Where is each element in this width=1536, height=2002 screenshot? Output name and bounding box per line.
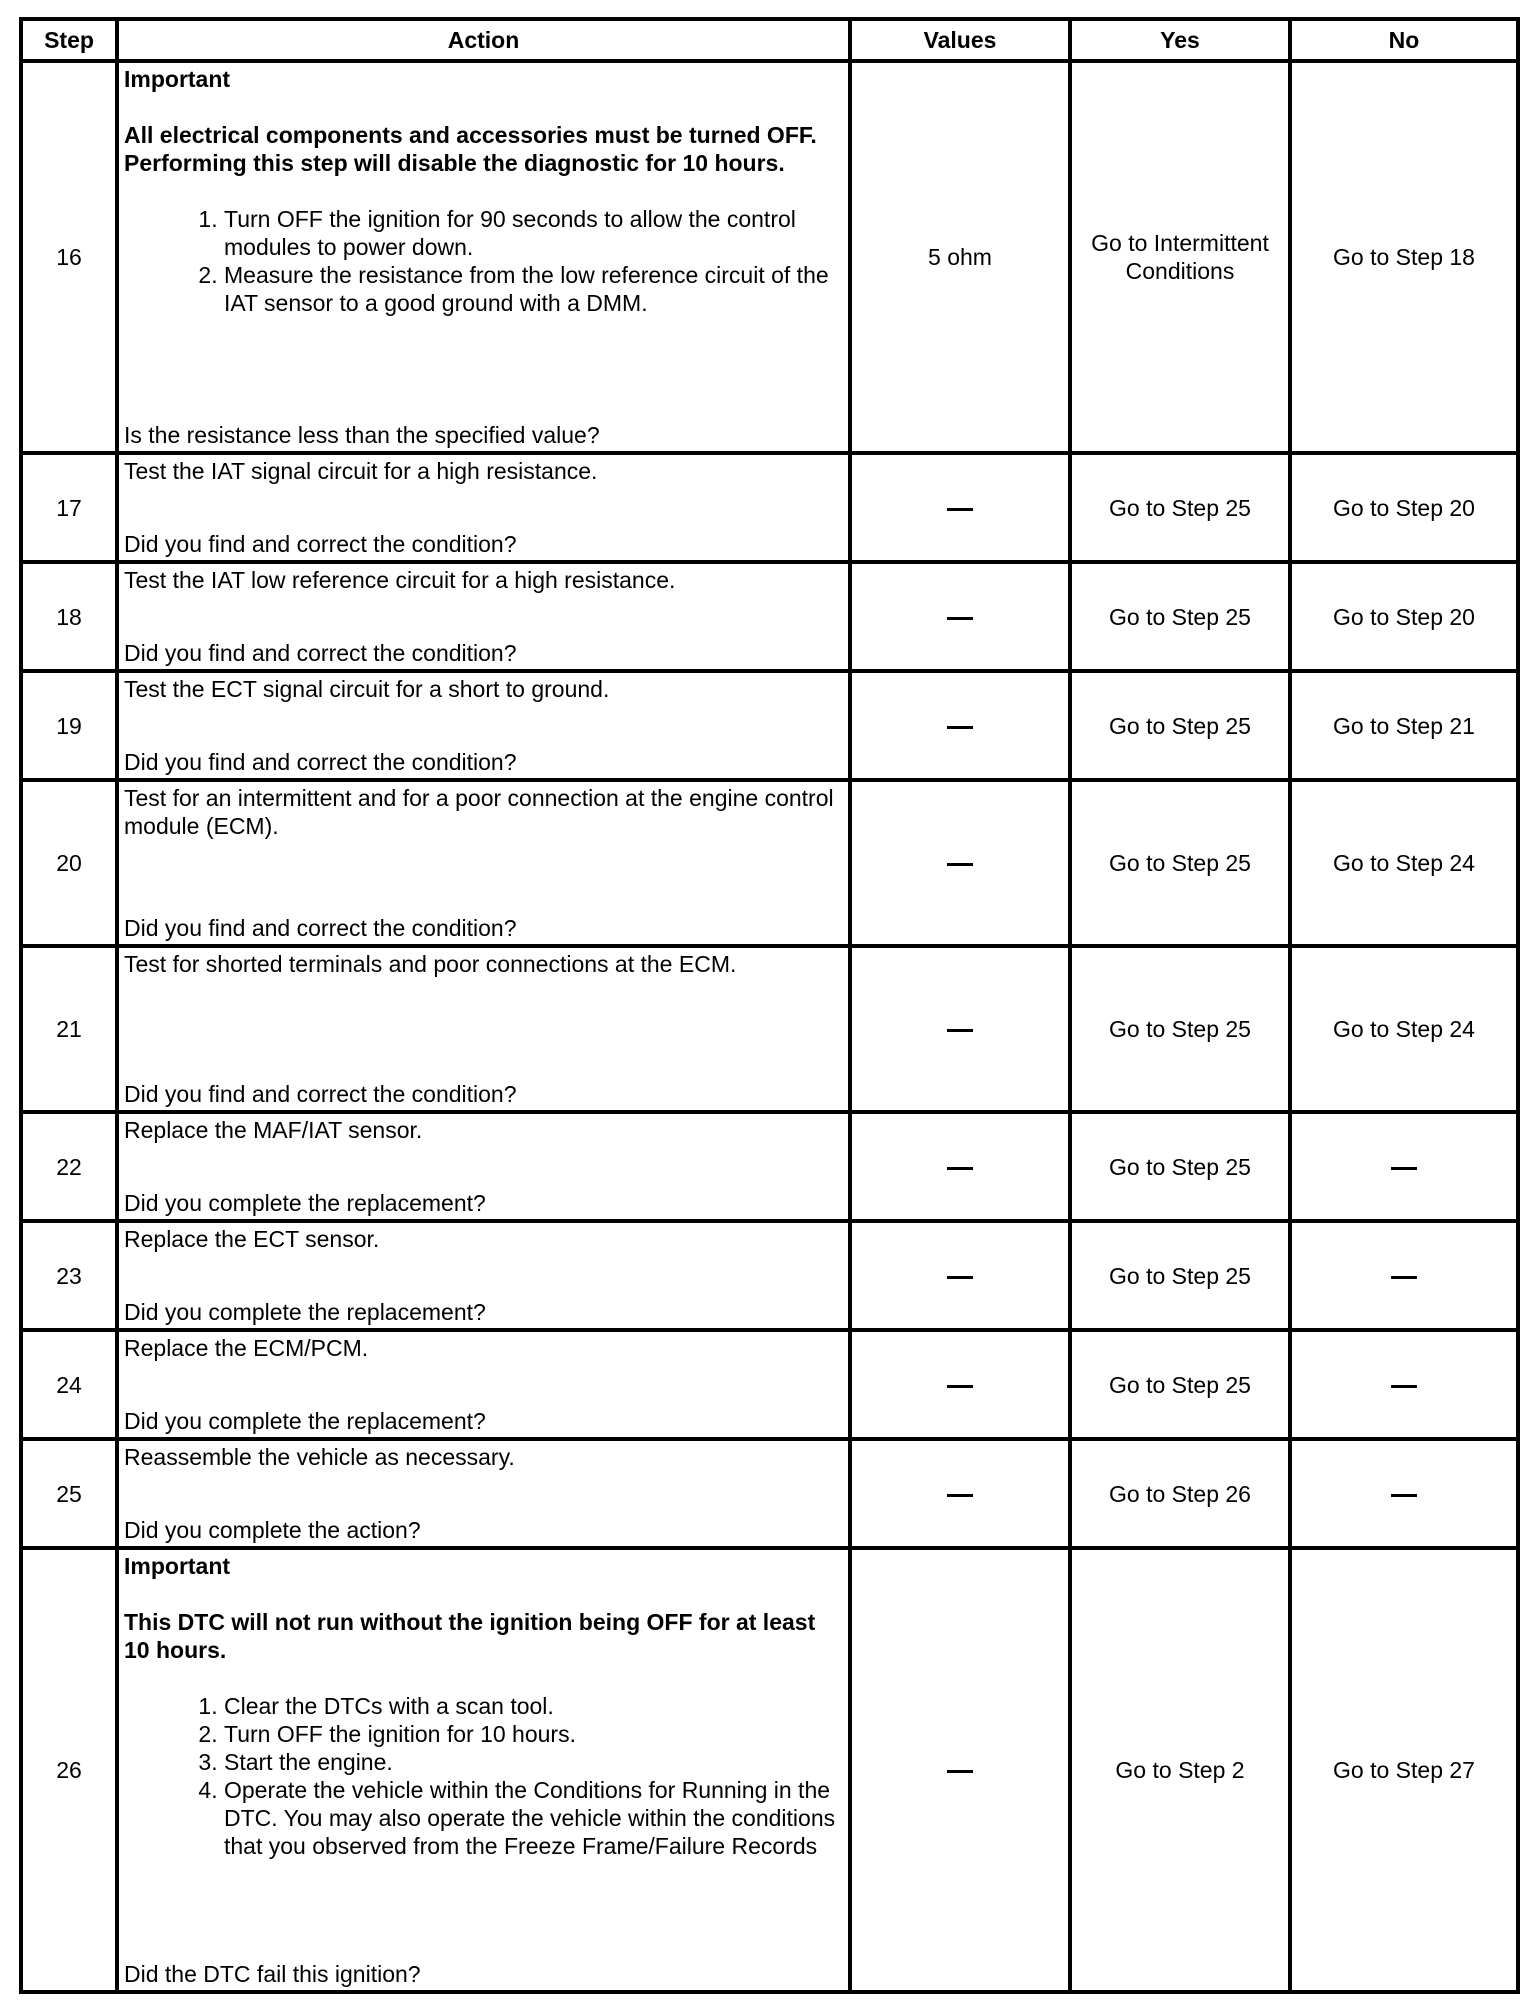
yes-cell: Go to Step 26 <box>1070 1439 1290 1548</box>
list-item: 2. Turn OFF the ignition for 10 hours. <box>224 1720 842 1748</box>
table-row-step-19 <box>21 671 1518 780</box>
dash-mark <box>947 863 973 866</box>
yes-cell: Go to Step 25 <box>1070 780 1290 946</box>
step-number: 18 <box>21 562 117 671</box>
action-question: Did you find and correct the condition? <box>124 640 517 666</box>
value-cell <box>850 1112 1070 1221</box>
dash-mark <box>947 1385 973 1388</box>
step-number: 21 <box>21 946 117 1112</box>
no-cell <box>1290 1112 1518 1221</box>
yes-cell: Go to Step 25 <box>1070 453 1290 562</box>
step-number: 16 <box>21 61 117 453</box>
action-question: Did you find and correct the condition? <box>124 1081 517 1107</box>
no-cell: Go to Step 24 <box>1290 780 1518 946</box>
step-number: 26 <box>21 1548 117 1992</box>
procedure-list <box>124 205 842 317</box>
step-number: 24 <box>21 1330 117 1439</box>
action-question: Did you complete the action? <box>124 1517 421 1543</box>
important-text: This DTC will not run without the ignition being OFF for at least 10 hours. <box>124 1609 816 1663</box>
header-row <box>21 19 1518 61</box>
dash-mark <box>1391 1385 1417 1388</box>
step-number: 19 <box>21 671 117 780</box>
dash-mark <box>1391 1494 1417 1497</box>
no-cell: Go to Step 20 <box>1290 562 1518 671</box>
dash-mark <box>947 617 973 620</box>
table-row-step-21 <box>21 946 1518 1112</box>
action-text: Test for an intermittent and for a poor connection at the engine control module (ECM). <box>124 785 834 839</box>
no-cell: Go to Step 27 <box>1290 1548 1518 1992</box>
dash-mark <box>1391 1167 1417 1170</box>
action-question: Did you find and correct the condition? <box>124 915 517 941</box>
no-cell: Go to Step 20 <box>1290 453 1518 562</box>
value-cell <box>850 1548 1070 1992</box>
dash-mark <box>947 508 973 511</box>
action-question: Did you complete the replacement? <box>124 1299 486 1325</box>
step-number: 22 <box>21 1112 117 1221</box>
action-text: Replace the MAF/IAT sensor. <box>124 1117 423 1143</box>
list-item: 2. Measure the resistance from the low reference circuit of the IAT sensor to a good ground with a DMM. <box>224 261 842 317</box>
dash-mark <box>947 1167 973 1170</box>
step-number: 20 <box>21 780 117 946</box>
no-cell <box>1290 1221 1518 1330</box>
list-item: 3. Start the engine. <box>224 1748 842 1776</box>
value-cell <box>850 1439 1070 1548</box>
table-row-step-22 <box>21 1112 1518 1221</box>
value-cell <box>850 562 1070 671</box>
action-text: Test for shorted terminals and poor connections at the ECM. <box>124 951 737 977</box>
value-cell <box>850 1330 1070 1439</box>
header-yes: Yes <box>1070 19 1290 61</box>
value-cell: 5 ohm <box>850 61 1070 453</box>
value-cell <box>850 1221 1070 1330</box>
table-row-step-24 <box>21 1330 1518 1439</box>
table-row-step-17 <box>21 453 1518 562</box>
action-cell <box>117 562 850 671</box>
action-cell <box>117 1112 850 1221</box>
header-step: Step <box>21 19 117 61</box>
important-title: Important <box>124 1553 231 1579</box>
no-cell: Go to Step 18 <box>1290 61 1518 453</box>
dash-mark <box>947 1494 973 1497</box>
action-question: Did you find and correct the condition? <box>124 531 517 557</box>
table-row-step-25 <box>21 1439 1518 1548</box>
action-text: Replace the ECT sensor. <box>124 1226 380 1252</box>
list-item: 1. Clear the DTCs with a scan tool. <box>224 1692 842 1720</box>
no-cell: Go to Step 21 <box>1290 671 1518 780</box>
table-row-step-18 <box>21 562 1518 671</box>
yes-cell: Go to Step 25 <box>1070 562 1290 671</box>
important-text: All electrical components and accessories must be turned OFF. Performing this step will disable the diagnostic for 10 hours. <box>124 122 817 176</box>
action-cell <box>117 1221 850 1330</box>
action-cell <box>117 1330 850 1439</box>
action-question: Is the resistance less than the specified value? <box>124 422 600 448</box>
step-number: 25 <box>21 1439 117 1548</box>
table-row-step-16 <box>21 61 1518 453</box>
step-number: 23 <box>21 1221 117 1330</box>
header-action: Action <box>117 19 850 61</box>
action-cell <box>117 1548 850 1992</box>
value-cell <box>850 780 1070 946</box>
list-item: 4. Operate the vehicle within the Conditions for Running in the DTC. You may also operate the vehicle within the conditions that you observed from the Freeze Frame/Failure Records <box>224 1776 842 1860</box>
header-no: No <box>1290 19 1518 61</box>
no-cell: Go to Step 24 <box>1290 946 1518 1112</box>
dash-mark <box>1391 1276 1417 1279</box>
yes-cell: Go to Intermittent Conditions <box>1070 61 1290 453</box>
action-question: Did you complete the replacement? <box>124 1408 486 1434</box>
no-cell <box>1290 1330 1518 1439</box>
action-text: Replace the ECM/PCM. <box>124 1335 369 1361</box>
action-text: Reassemble the vehicle as necessary. <box>124 1444 515 1470</box>
action-text: Test the IAT low reference circuit for a high resistance. <box>124 567 676 593</box>
value-cell <box>850 946 1070 1112</box>
dash-mark <box>947 1276 973 1279</box>
diagnostic-table <box>19 17 1520 1994</box>
yes-cell: Go to Step 25 <box>1070 671 1290 780</box>
value-cell <box>850 671 1070 780</box>
step-number: 17 <box>21 453 117 562</box>
yes-cell: Go to Step 25 <box>1070 1112 1290 1221</box>
action-question: Did the DTC fail this ignition? <box>124 1961 421 1987</box>
action-cell <box>117 946 850 1112</box>
table-row-step-26 <box>21 1548 1518 1992</box>
action-cell <box>117 453 850 562</box>
dash-mark <box>947 1029 973 1032</box>
action-text: Test the ECT signal circuit for a short to ground. <box>124 676 610 702</box>
procedure-list <box>124 1692 842 1860</box>
action-cell <box>117 671 850 780</box>
no-cell <box>1290 1439 1518 1548</box>
action-cell <box>117 61 850 453</box>
value-cell <box>850 453 1070 562</box>
yes-cell: Go to Step 2 <box>1070 1548 1290 1992</box>
yes-cell: Go to Step 25 <box>1070 1330 1290 1439</box>
list-item: 1. Turn OFF the ignition for 90 seconds to allow the control modules to power down. <box>224 205 842 261</box>
action-question: Did you find and correct the condition? <box>124 749 517 775</box>
table-row-step-23 <box>21 1221 1518 1330</box>
action-text: Test the IAT signal circuit for a high resistance. <box>124 458 598 484</box>
action-cell <box>117 1439 850 1548</box>
action-cell <box>117 780 850 946</box>
yes-cell: Go to Step 25 <box>1070 946 1290 1112</box>
table-row-step-20 <box>21 780 1518 946</box>
header-values: Values <box>850 19 1070 61</box>
dash-mark <box>947 1770 973 1773</box>
dash-mark <box>947 726 973 729</box>
yes-cell: Go to Step 25 <box>1070 1221 1290 1330</box>
important-title: Important <box>124 66 231 92</box>
action-question: Did you complete the replacement? <box>124 1190 486 1216</box>
